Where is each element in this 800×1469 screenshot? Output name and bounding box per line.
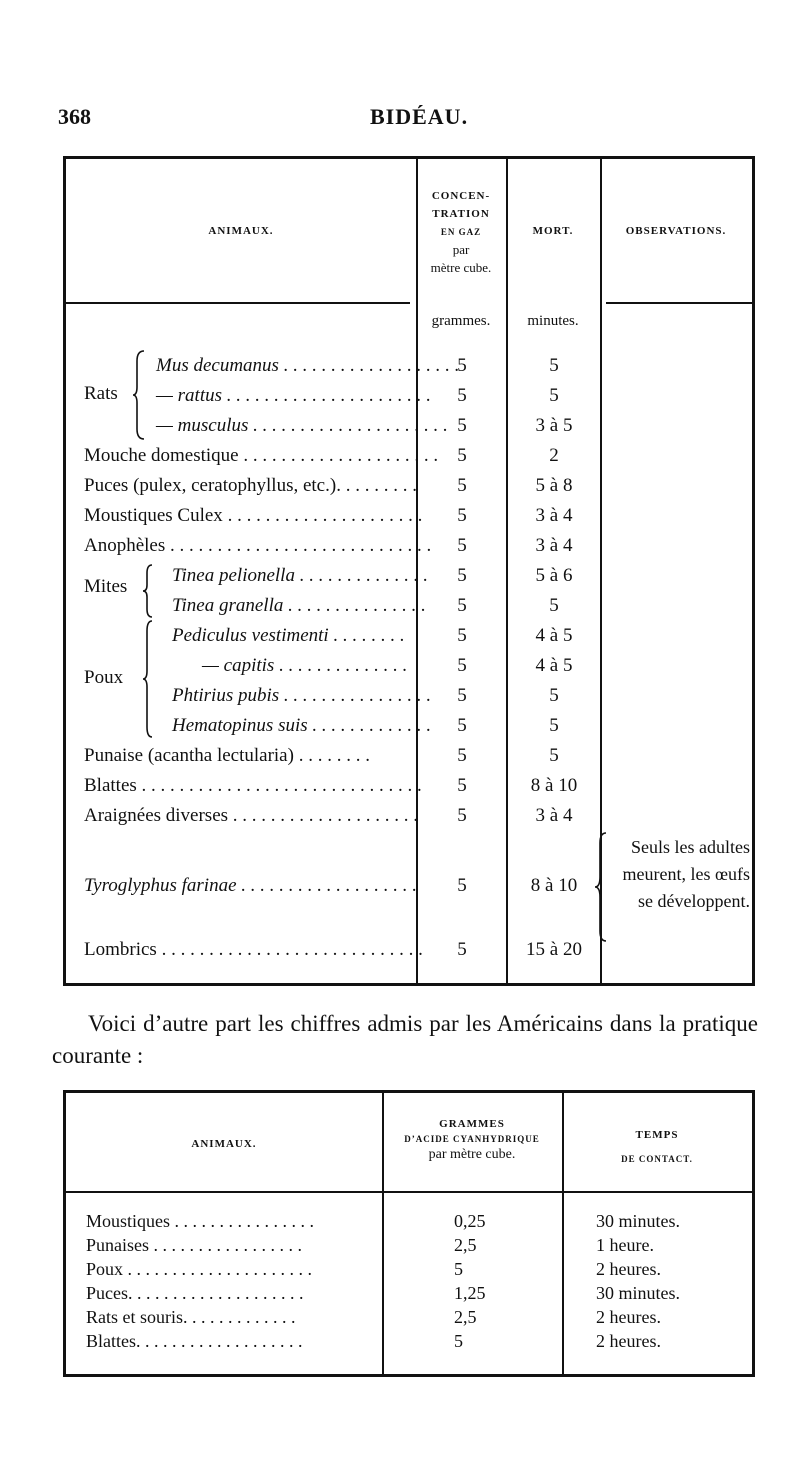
animal-name: Punaise (acantha lectularia) . . . . . . . . <box>84 745 370 766</box>
header-line: EN GAZ <box>440 227 482 237</box>
contact-time-value: 2 heures. <box>596 1331 661 1351</box>
animal-name: Phtirius pubis . . . . . . . . . . . . . . . . <box>172 685 432 706</box>
contact-time-value: 2 heures. <box>596 1307 661 1327</box>
concentration-value: 5 <box>457 385 467 406</box>
header-line: CONCEN- <box>431 190 491 202</box>
animal-name: — musculus . . . . . . . . . . . . . . . . . . . . . <box>156 415 448 436</box>
table-row <box>66 1233 752 1257</box>
table-row <box>66 381 752 411</box>
header-concentration <box>416 187 506 277</box>
animal-name: Araignées diverses . . . . . . . . . . . . . . . . . . . . <box>84 805 419 826</box>
death-time-value: 5 <box>549 355 559 376</box>
death-time-value: 15 à 20 <box>526 939 582 960</box>
dose-value: 2,5 <box>454 1235 477 1255</box>
table-row <box>66 771 752 801</box>
header-rule <box>66 302 410 304</box>
death-time-value: 5 à 8 <box>535 475 573 496</box>
header-line: DE CONTACT. <box>621 1154 693 1164</box>
concentration-value: 5 <box>457 475 467 496</box>
header-rule <box>606 302 752 304</box>
running-head-author: BIDÉAU. <box>370 104 469 129</box>
death-time-value: 8 à 10 <box>530 875 578 896</box>
animal-name: Anophèles . . . . . . . . . . . . . . . . . . . . . . . . . . . . <box>84 535 432 556</box>
animal-name: Moustiques . . . . . . . . . . . . . . . . <box>86 1211 315 1231</box>
death-time-value: 5 <box>549 715 559 736</box>
death-time-value: 3 à 4 <box>535 805 573 826</box>
concentration-value: 5 <box>457 445 467 466</box>
table-row <box>66 681 752 711</box>
table-row <box>66 501 752 531</box>
death-time-value: 4 à 5 <box>535 655 573 676</box>
concentration-value: 5 <box>457 355 467 376</box>
animal-name: Mouche domestique . . . . . . . . . . . . . . . . . . . . . <box>84 445 439 466</box>
animal-name: Pediculus vestimenti . . . . . . . . <box>172 625 405 646</box>
header-line: par mètre cube. <box>428 1147 516 1162</box>
table-row <box>66 1257 752 1281</box>
header-death: MORT. <box>532 225 574 237</box>
animal-name: Lombrics . . . . . . . . . . . . . . . . . . . . . . . . . . . . <box>84 939 423 960</box>
concentration-value: 5 <box>457 805 467 826</box>
animal-name: Poux . . . . . . . . . . . . . . . . . . . . . <box>86 1259 313 1279</box>
table-row <box>66 935 752 965</box>
concentration-value: 5 <box>457 505 467 526</box>
group-label-rats: Rats <box>84 383 118 404</box>
concentration-value: 5 <box>457 415 467 436</box>
concentration-value: 5 <box>457 685 467 706</box>
death-time-value: 2 <box>549 445 559 466</box>
header-observations: OBSERVATIONS. <box>625 225 727 237</box>
death-time-value: 3 à 4 <box>535 535 573 556</box>
table-row <box>66 411 752 441</box>
table-row <box>66 1305 752 1329</box>
concentration-value: 5 <box>457 655 467 676</box>
death-time-value: 5 <box>549 595 559 616</box>
table-row <box>66 1209 752 1233</box>
contact-time-value: 30 minutes. <box>596 1211 680 1231</box>
animal-name: — rattus . . . . . . . . . . . . . . . . . . . . . . <box>156 385 431 406</box>
table-row <box>66 801 752 831</box>
table-row <box>66 561 752 591</box>
death-time-value: 8 à 10 <box>530 775 578 796</box>
header-dose <box>382 1117 562 1162</box>
animal-name: — capitis . . . . . . . . . . . . . . <box>202 655 408 676</box>
animal-name: Tinea granella . . . . . . . . . . . . . . . <box>172 595 426 616</box>
group-label-mites: Mites <box>84 576 128 597</box>
death-time-value: 5 <box>549 385 559 406</box>
table-row <box>66 741 752 771</box>
concentration-value: 5 <box>457 775 467 796</box>
dose-value: 5 <box>454 1331 463 1351</box>
concentration-value: 5 <box>457 715 467 736</box>
animal-name: Punaises . . . . . . . . . . . . . . . . . <box>86 1235 302 1255</box>
table-row <box>66 651 752 681</box>
table-row <box>66 1281 752 1305</box>
header-line: TRATION <box>432 208 490 220</box>
header-line: TEMPS <box>635 1129 679 1141</box>
death-time-value: 5 à 6 <box>535 565 573 586</box>
table-toxicity <box>63 156 755 986</box>
header-line: GRAMMES <box>439 1118 505 1130</box>
animal-name: Blattes . . . . . . . . . . . . . . . . . . . . . . . . . . . . . . <box>84 775 422 796</box>
dose-value: 0,25 <box>454 1211 486 1231</box>
dose-value: 5 <box>454 1259 463 1279</box>
header-animals: ANIMAUX. <box>208 225 274 237</box>
header-time <box>562 1123 752 1171</box>
dose-value: 1,25 <box>454 1283 486 1303</box>
header-line: mètre cube. <box>430 260 492 275</box>
table-row <box>66 441 752 471</box>
animal-name: Blattes. . . . . . . . . . . . . . . . . . . <box>86 1331 303 1351</box>
table-row <box>66 531 752 561</box>
animal-name: Hematopinus suis . . . . . . . . . . . . . <box>172 715 432 736</box>
concentration-value: 5 <box>457 745 467 766</box>
concentration-value: 5 <box>457 939 467 960</box>
death-time-value: 3 à 4 <box>535 505 573 526</box>
body-paragraph: Voici d’autre part les chiffres admis par les Américains dans la pratique courante : <box>52 1011 758 1068</box>
contact-time-value: 2 heures. <box>596 1259 661 1279</box>
concentration-value: 5 <box>457 625 467 646</box>
observation-note: Seuls les adultes meurent, les œufs se développent. <box>622 837 750 911</box>
header-line: par <box>452 242 470 257</box>
concentration-value: 5 <box>457 595 467 616</box>
unit-minutes: minutes. <box>527 313 579 329</box>
brace-icon <box>594 831 608 943</box>
death-time-value: 4 à 5 <box>535 625 573 646</box>
animal-name: Tinea pelionella . . . . . . . . . . . . . . <box>172 565 428 586</box>
table-american-practice <box>63 1090 755 1377</box>
death-time-value: 5 <box>549 685 559 706</box>
animal-name: Moustiques Culex . . . . . . . . . . . . . . . . . . . . . <box>84 505 423 526</box>
header-animals: ANIMAUX. <box>191 1138 257 1150</box>
contact-time-value: 1 heure. <box>596 1235 654 1255</box>
death-time-value: 5 <box>549 745 559 766</box>
header-line: D’ACIDE CYANHYDRIQUE <box>404 1134 540 1144</box>
table-row <box>66 621 752 651</box>
dose-value: 2,5 <box>454 1307 477 1327</box>
concentration-value: 5 <box>457 875 467 896</box>
table-row <box>66 471 752 501</box>
animal-name: Rats et souris. . . . . . . . . . . . . <box>86 1307 296 1327</box>
concentration-value: 5 <box>457 565 467 586</box>
table-row <box>66 351 752 381</box>
animal-name: Puces. . . . . . . . . . . . . . . . . . . . <box>86 1283 304 1303</box>
death-time-value: 3 à 5 <box>535 415 573 436</box>
table-row <box>66 711 752 741</box>
animal-name: Puces (pulex, ceratophyllus, etc.). . . . . . . . . <box>84 475 417 496</box>
table-row <box>66 1329 752 1353</box>
header-rule <box>66 1191 752 1193</box>
page-number: 368 <box>58 104 91 129</box>
contact-time-value: 30 minutes. <box>596 1283 680 1303</box>
group-label-poux: Poux <box>84 667 124 688</box>
unit-grammes: grammes. <box>431 313 491 329</box>
table-row <box>66 591 752 621</box>
concentration-value: 5 <box>457 535 467 556</box>
animal-name: Tyroglyphus farinae . . . . . . . . . . . . . . . . . . . <box>84 875 418 896</box>
animal-name: Mus decumanus . . . . . . . . . . . . . . . . . . . <box>156 355 460 376</box>
